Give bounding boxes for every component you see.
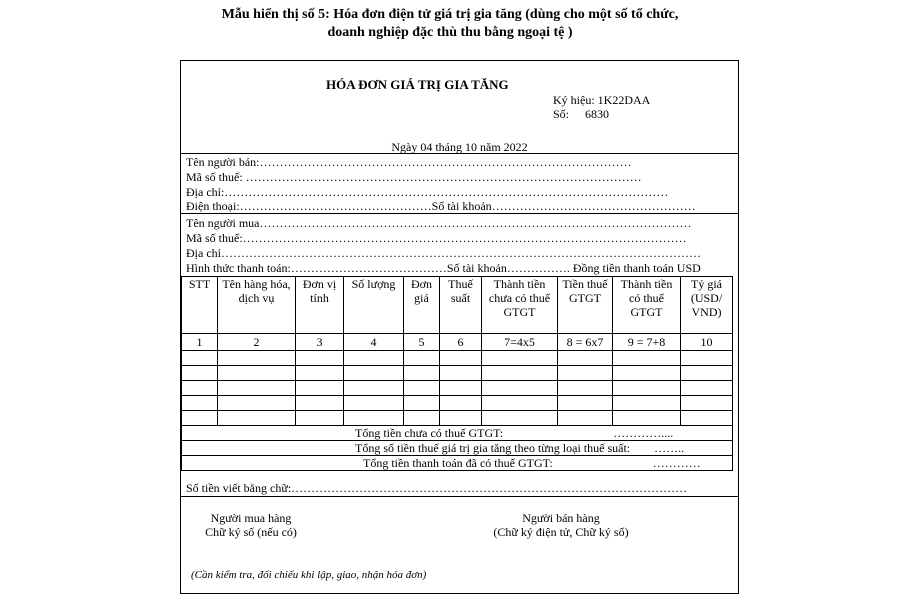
column-number-row	[182, 334, 733, 351]
total-vat-dots: ……..	[654, 441, 685, 455]
total-pre-tax-row	[182, 426, 733, 441]
col-number: 2	[218, 334, 296, 351]
col-header: Tỷ giá (USD/ VND)	[681, 277, 733, 334]
invoice-frame	[180, 60, 739, 594]
col-header: Thuế suất	[440, 277, 482, 334]
table-row[interactable]	[182, 396, 733, 411]
divider	[181, 213, 738, 214]
seller-phone: Điện thoại:…………………………………………Số tài khoản……………………………………………	[186, 199, 696, 213]
page-title-line2: doanh nghiệp đặc thù thu bằng ngoại tệ )	[327, 25, 573, 40]
buyer-name: Tên người mua………………………………………………………………………………………………	[186, 216, 692, 230]
col-number: 7=4x5	[482, 334, 558, 351]
col-header: Thành tiền chưa có thuế GTGT	[482, 277, 558, 334]
seller-signature-title: Người bán hàng	[522, 511, 600, 525]
seller-signature	[481, 511, 641, 539]
col-header: Số lượng	[344, 277, 404, 334]
buyer-tax-code: Mã số thuế:…………………………………………………………………………………………………	[186, 231, 687, 245]
col-header: Thành tiền có thuế GTGT	[613, 277, 681, 334]
invoice-date: Ngày 04 tháng 10 năm 2022	[391, 140, 528, 154]
invoice-number-value: 6830	[585, 107, 610, 121]
col-number: 8 = 6x7	[558, 334, 613, 351]
col-number: 4	[344, 334, 404, 351]
total-payment-dots: …………	[652, 456, 701, 470]
goods-table	[181, 276, 733, 471]
total-pre-tax-label: Tổng tiền chưa có thuế GTGT:	[355, 426, 504, 440]
seller-signature-sub: (Chữ ký điện tử, Chữ ký số)	[493, 525, 629, 539]
buyer-signature-sub: Chữ ký số (nếu có)	[205, 525, 297, 539]
seller-address: Địa chỉ:…………………………………………………………………………………………………	[186, 185, 669, 199]
total-pre-tax-dots: …………....	[613, 426, 674, 440]
col-number: 6	[440, 334, 482, 351]
col-header: Tên hàng hóa, dịch vụ	[218, 277, 296, 334]
total-payment-label: Tổng tiền thanh toán đã có thuế GTGT:	[363, 456, 553, 470]
table-row[interactable]	[182, 381, 733, 396]
invoice-title: HÓA ĐƠN GIÁ TRỊ GIA TĂNG	[326, 77, 509, 92]
invoice-symbol: Ký hiệu: 1K22DAA	[553, 93, 651, 107]
page-title-line1: Mẫu hiển thị số 5: Hóa đơn điện tử giá trị gia tăng (dùng cho một số tổ chức,	[221, 7, 679, 22]
col-number: 1	[182, 334, 218, 351]
invoice-number	[553, 107, 609, 121]
amount-in-words: Số tiền viết bằng chữ:………………………………………………………………………………………	[186, 481, 688, 495]
divider	[181, 496, 738, 497]
col-header: Tiền thuế GTGT	[558, 277, 613, 334]
col-header: STT	[182, 277, 218, 334]
seller-name: Tên người bán:…………………………………………………………………………………	[186, 155, 632, 169]
invoice-number-label: Số:	[553, 107, 570, 121]
divider	[181, 153, 738, 154]
table-row[interactable]	[182, 366, 733, 381]
buyer-signature	[191, 511, 311, 539]
table-row[interactable]	[182, 411, 733, 426]
col-header: Đơn vị tính	[296, 277, 344, 334]
buyer-payment: Hình thức thanh toán:…………………………………Số tài khoản……………. Đồng tiền thanh toán USD	[186, 261, 701, 275]
seller-tax-code: Mã số thuế: ………………………………………………………………………………………	[186, 170, 642, 184]
col-number: 3	[296, 334, 344, 351]
col-number: 5	[404, 334, 440, 351]
total-payment-row	[182, 456, 733, 471]
total-vat-row	[182, 441, 733, 456]
col-header: Đơn giá	[404, 277, 440, 334]
verification-note: (Cần kiểm tra, đối chiếu khi lập, giao, nhận hóa đơn)	[191, 569, 427, 581]
page-title	[0, 6, 900, 42]
total-vat-label: Tổng số tiền thuế giá trị gia tăng theo từng loại thuế suất:	[355, 441, 631, 455]
table-row[interactable]	[182, 351, 733, 366]
col-number: 10	[681, 334, 733, 351]
col-number: 9 = 7+8	[613, 334, 681, 351]
buyer-signature-title: Người mua hàng	[210, 511, 292, 525]
buyer-address: Địa chỉ…………………………………………………………………………………………………………	[186, 246, 701, 260]
table-header-row	[182, 277, 733, 334]
